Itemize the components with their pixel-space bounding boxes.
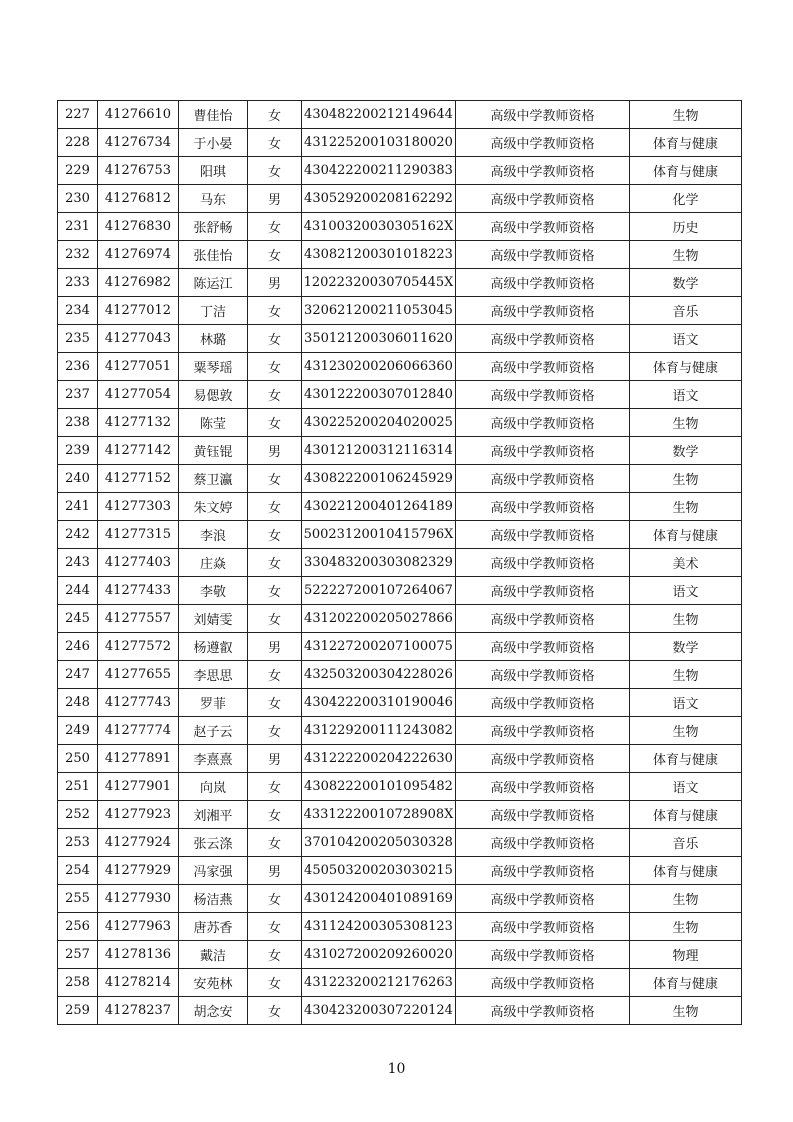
- table-row: [58, 661, 742, 689]
- candidate-name: 丁洁: [179, 297, 248, 325]
- candidate-name: 阳琪: [179, 157, 248, 185]
- teaching-subject: 体育与健康: [630, 157, 742, 185]
- teaching-subject: 生物: [630, 913, 742, 941]
- row-number: 231: [58, 213, 98, 241]
- candidate-id: 41277743: [98, 689, 179, 717]
- certificate-type: 高级中学教师资格: [456, 605, 630, 633]
- table-row: [58, 269, 742, 297]
- candidate-name: 赵子云: [179, 717, 248, 745]
- table-row: [58, 745, 742, 773]
- row-number: 228: [58, 129, 98, 157]
- candidate-gender: 女: [248, 941, 302, 969]
- table-row: [58, 409, 742, 437]
- certificate-type: 高级中学教师资格: [456, 773, 630, 801]
- candidate-id: 41277557: [98, 605, 179, 633]
- id-card-number: 430821200301018223: [302, 241, 456, 269]
- teaching-subject: 生物: [630, 885, 742, 913]
- candidate-id: 41276812: [98, 185, 179, 213]
- certificate-type: 高级中学教师资格: [456, 885, 630, 913]
- table-row: [58, 941, 742, 969]
- teaching-subject: 语文: [630, 773, 742, 801]
- teaching-subject: 音乐: [630, 829, 742, 857]
- candidate-name: 林璐: [179, 325, 248, 353]
- row-number: 247: [58, 661, 98, 689]
- row-number: 241: [58, 493, 98, 521]
- row-number: 239: [58, 437, 98, 465]
- candidate-name: 冯家强: [179, 857, 248, 885]
- candidate-name: 于小晏: [179, 129, 248, 157]
- row-number: 251: [58, 773, 98, 801]
- table-row: [58, 521, 742, 549]
- table-row: [58, 241, 742, 269]
- row-number: 229: [58, 157, 98, 185]
- table-row: [58, 605, 742, 633]
- teaching-subject: 生物: [630, 661, 742, 689]
- certificate-type: 高级中学教师资格: [456, 269, 630, 297]
- roster-table: [57, 100, 742, 1025]
- id-card-number: 431225200103180020: [302, 129, 456, 157]
- certificate-type: 高级中学教师资格: [456, 801, 630, 829]
- candidate-id: 41277043: [98, 325, 179, 353]
- candidate-name: 马东: [179, 185, 248, 213]
- certificate-type: 高级中学教师资格: [456, 941, 630, 969]
- candidate-gender: 女: [248, 717, 302, 745]
- candidate-id: 41277142: [98, 437, 179, 465]
- candidate-gender: 女: [248, 157, 302, 185]
- candidate-id: 41277901: [98, 773, 179, 801]
- candidate-name: 唐苏香: [179, 913, 248, 941]
- row-number: 250: [58, 745, 98, 773]
- candidate-gender: 女: [248, 381, 302, 409]
- certificate-type: 高级中学教师资格: [456, 997, 630, 1025]
- id-card-number: 430124200401089169: [302, 885, 456, 913]
- candidate-gender: 女: [248, 241, 302, 269]
- certificate-type: 高级中学教师资格: [456, 409, 630, 437]
- certificate-type: 高级中学教师资格: [456, 437, 630, 465]
- candidate-id: 41277572: [98, 633, 179, 661]
- id-card-number: 431227200207100075: [302, 633, 456, 661]
- certificate-type: 高级中学教师资格: [456, 857, 630, 885]
- teaching-subject: 化学: [630, 185, 742, 213]
- candidate-gender: 女: [248, 605, 302, 633]
- table-row: [58, 633, 742, 661]
- id-card-number: 430422200211290383: [302, 157, 456, 185]
- candidate-name: 戴洁: [179, 941, 248, 969]
- teaching-subject: 体育与健康: [630, 521, 742, 549]
- candidate-id: 41277891: [98, 745, 179, 773]
- candidate-name: 杨遵叡: [179, 633, 248, 661]
- table-row: [58, 353, 742, 381]
- id-card-number: 50023120010415796X: [302, 521, 456, 549]
- teaching-subject: 美术: [630, 549, 742, 577]
- candidate-gender: 男: [248, 633, 302, 661]
- candidate-gender: 女: [248, 353, 302, 381]
- id-card-number: 431222200204222630: [302, 745, 456, 773]
- teaching-subject: 体育与健康: [630, 857, 742, 885]
- teaching-subject: 语文: [630, 325, 742, 353]
- table-row: [58, 885, 742, 913]
- candidate-id: 41277132: [98, 409, 179, 437]
- id-card-number: 432503200304228026: [302, 661, 456, 689]
- row-number: 236: [58, 353, 98, 381]
- row-number: 245: [58, 605, 98, 633]
- teaching-subject: 体育与健康: [630, 801, 742, 829]
- teaching-subject: 语文: [630, 381, 742, 409]
- certificate-type: 高级中学教师资格: [456, 101, 630, 129]
- certificate-type: 高级中学教师资格: [456, 633, 630, 661]
- id-card-number: 522227200107264067: [302, 577, 456, 605]
- candidate-id: 41277963: [98, 913, 179, 941]
- candidate-name: 陈运江: [179, 269, 248, 297]
- teaching-subject: 体育与健康: [630, 129, 742, 157]
- id-card-number: 431229200111243082: [302, 717, 456, 745]
- teaching-subject: 历史: [630, 213, 742, 241]
- row-number: 234: [58, 297, 98, 325]
- row-number: 244: [58, 577, 98, 605]
- candidate-name: 刘湘平: [179, 801, 248, 829]
- candidate-id: 41277929: [98, 857, 179, 885]
- id-card-number: 430121200312116314: [302, 437, 456, 465]
- candidate-gender: 女: [248, 577, 302, 605]
- candidate-gender: 女: [248, 129, 302, 157]
- table-row: [58, 829, 742, 857]
- teaching-subject: 语文: [630, 577, 742, 605]
- certificate-type: 高级中学教师资格: [456, 969, 630, 997]
- teaching-subject: 生物: [630, 605, 742, 633]
- certificate-type: 高级中学教师资格: [456, 157, 630, 185]
- id-card-number: 431223200212176263: [302, 969, 456, 997]
- candidate-id: 41276974: [98, 241, 179, 269]
- table-row: [58, 969, 742, 997]
- table-row: [58, 185, 742, 213]
- candidate-name: 陈莹: [179, 409, 248, 437]
- teaching-subject: 生物: [630, 493, 742, 521]
- row-number: 253: [58, 829, 98, 857]
- candidate-id: 41277774: [98, 717, 179, 745]
- row-number: 257: [58, 941, 98, 969]
- row-number: 238: [58, 409, 98, 437]
- candidate-gender: 男: [248, 857, 302, 885]
- id-card-number: 350121200306011620: [302, 325, 456, 353]
- candidate-gender: 女: [248, 997, 302, 1025]
- teaching-subject: 音乐: [630, 297, 742, 325]
- candidate-gender: 女: [248, 325, 302, 353]
- teaching-subject: 体育与健康: [630, 353, 742, 381]
- candidate-id: 41277930: [98, 885, 179, 913]
- id-card-number: 330483200303082329: [302, 549, 456, 577]
- id-card-number: 450503200203030215: [302, 857, 456, 885]
- candidate-id: 41276982: [98, 269, 179, 297]
- candidate-name: 粟琴瑶: [179, 353, 248, 381]
- candidate-id: 41276734: [98, 129, 179, 157]
- table-row: [58, 773, 742, 801]
- candidate-name: 张佳怡: [179, 241, 248, 269]
- candidate-gender: 男: [248, 745, 302, 773]
- row-number: 233: [58, 269, 98, 297]
- candidate-name: 张舒畅: [179, 213, 248, 241]
- row-number: 258: [58, 969, 98, 997]
- candidate-gender: 男: [248, 269, 302, 297]
- teaching-subject: 生物: [630, 997, 742, 1025]
- certificate-type: 高级中学教师资格: [456, 465, 630, 493]
- certificate-type: 高级中学教师资格: [456, 213, 630, 241]
- id-card-number: 430225200204020025: [302, 409, 456, 437]
- roster-table-body: [58, 101, 742, 1025]
- row-number: 254: [58, 857, 98, 885]
- id-card-number: 43312220010728908X: [302, 801, 456, 829]
- certificate-type: 高级中学教师资格: [456, 129, 630, 157]
- page-number: 10: [387, 1061, 406, 1077]
- candidate-name: 刘婧雯: [179, 605, 248, 633]
- candidate-name: 朱文婷: [179, 493, 248, 521]
- candidate-id: 41277924: [98, 829, 179, 857]
- candidate-id: 41277152: [98, 465, 179, 493]
- candidate-gender: 女: [248, 661, 302, 689]
- candidate-id: 41278237: [98, 997, 179, 1025]
- candidate-name: 李敬: [179, 577, 248, 605]
- id-card-number: 370104200205030328: [302, 829, 456, 857]
- candidate-gender: 女: [248, 969, 302, 997]
- candidate-gender: 女: [248, 213, 302, 241]
- candidate-id: 41277433: [98, 577, 179, 605]
- id-card-number: 12022320030705445X: [302, 269, 456, 297]
- id-card-number: 320621200211053045: [302, 297, 456, 325]
- id-card-number: 430529200208162292: [302, 185, 456, 213]
- teaching-subject: 生物: [630, 101, 742, 129]
- candidate-id: 41278136: [98, 941, 179, 969]
- candidate-id: 41277303: [98, 493, 179, 521]
- row-number: 249: [58, 717, 98, 745]
- candidate-id: 41278214: [98, 969, 179, 997]
- row-number: 235: [58, 325, 98, 353]
- certificate-type: 高级中学教师资格: [456, 689, 630, 717]
- table-row: [58, 857, 742, 885]
- table-row: [58, 129, 742, 157]
- id-card-number: 431124200305308123: [302, 913, 456, 941]
- teaching-subject: 数学: [630, 269, 742, 297]
- table-row: [58, 913, 742, 941]
- table-row: [58, 381, 742, 409]
- table-row: [58, 717, 742, 745]
- certificate-type: 高级中学教师资格: [456, 745, 630, 773]
- candidate-gender: 女: [248, 493, 302, 521]
- table-row: [58, 549, 742, 577]
- row-number: 242: [58, 521, 98, 549]
- teaching-subject: 数学: [630, 437, 742, 465]
- row-number: 240: [58, 465, 98, 493]
- table-row: [58, 801, 742, 829]
- row-number: 227: [58, 101, 98, 129]
- candidate-id: 41276610: [98, 101, 179, 129]
- candidate-gender: 女: [248, 465, 302, 493]
- teaching-subject: 体育与健康: [630, 969, 742, 997]
- teaching-subject: 数学: [630, 633, 742, 661]
- certificate-type: 高级中学教师资格: [456, 913, 630, 941]
- table-row: [58, 689, 742, 717]
- certificate-type: 高级中学教师资格: [456, 353, 630, 381]
- candidate-name: 胡念安: [179, 997, 248, 1025]
- teaching-subject: 生物: [630, 717, 742, 745]
- table-row: [58, 437, 742, 465]
- candidate-name: 李熹熹: [179, 745, 248, 773]
- teaching-subject: 物理: [630, 941, 742, 969]
- id-card-number: 430482200212149644: [302, 101, 456, 129]
- candidate-gender: 女: [248, 409, 302, 437]
- candidate-gender: 女: [248, 829, 302, 857]
- row-number: 248: [58, 689, 98, 717]
- teaching-subject: 生物: [630, 409, 742, 437]
- row-number: 232: [58, 241, 98, 269]
- candidate-id: 41277051: [98, 353, 179, 381]
- candidate-name: 安苑林: [179, 969, 248, 997]
- candidate-gender: 女: [248, 773, 302, 801]
- id-card-number: 430221200401264189: [302, 493, 456, 521]
- table-row: [58, 157, 742, 185]
- id-card-number: 431230200206066360: [302, 353, 456, 381]
- candidate-name: 张云涤: [179, 829, 248, 857]
- candidate-gender: 女: [248, 101, 302, 129]
- row-number: 237: [58, 381, 98, 409]
- candidate-gender: 女: [248, 801, 302, 829]
- certificate-type: 高级中学教师资格: [456, 577, 630, 605]
- id-card-number: 430822200106245929: [302, 465, 456, 493]
- table-row: [58, 493, 742, 521]
- table-row: [58, 325, 742, 353]
- candidate-id: 41277054: [98, 381, 179, 409]
- certificate-type: 高级中学教师资格: [456, 185, 630, 213]
- table-row: [58, 997, 742, 1025]
- certificate-type: 高级中学教师资格: [456, 297, 630, 325]
- teaching-subject: 生物: [630, 465, 742, 493]
- row-number: 255: [58, 885, 98, 913]
- candidate-name: 向岚: [179, 773, 248, 801]
- candidate-name: 黄钰锟: [179, 437, 248, 465]
- candidate-name: 李浪: [179, 521, 248, 549]
- certificate-type: 高级中学教师资格: [456, 549, 630, 577]
- candidate-gender: 男: [248, 185, 302, 213]
- row-number: 246: [58, 633, 98, 661]
- candidate-id: 41277315: [98, 521, 179, 549]
- row-number: 256: [58, 913, 98, 941]
- table-row: [58, 297, 742, 325]
- id-card-number: 431027200209260020: [302, 941, 456, 969]
- candidate-name: 曹佳怡: [179, 101, 248, 129]
- certificate-type: 高级中学教师资格: [456, 717, 630, 745]
- certificate-type: 高级中学教师资格: [456, 381, 630, 409]
- table-row: [58, 101, 742, 129]
- row-number: 243: [58, 549, 98, 577]
- id-card-number: 430122200307012840: [302, 381, 456, 409]
- candidate-name: 李思思: [179, 661, 248, 689]
- candidate-id: 41277655: [98, 661, 179, 689]
- id-card-number: 430423200307220124: [302, 997, 456, 1025]
- candidate-id: 41277923: [98, 801, 179, 829]
- candidate-name: 罗菲: [179, 689, 248, 717]
- certificate-type: 高级中学教师资格: [456, 325, 630, 353]
- teaching-subject: 体育与健康: [630, 745, 742, 773]
- teaching-subject: 生物: [630, 241, 742, 269]
- candidate-gender: 女: [248, 521, 302, 549]
- candidate-name: 杨洁燕: [179, 885, 248, 913]
- certificate-type: 高级中学教师资格: [456, 521, 630, 549]
- certificate-type: 高级中学教师资格: [456, 493, 630, 521]
- table-row: [58, 577, 742, 605]
- table-row: [58, 213, 742, 241]
- candidate-gender: 女: [248, 297, 302, 325]
- teaching-subject: 语文: [630, 689, 742, 717]
- candidate-id: 41276830: [98, 213, 179, 241]
- candidate-name: 庄焱: [179, 549, 248, 577]
- id-card-number: 431202200205027866: [302, 605, 456, 633]
- candidate-id: 41277403: [98, 549, 179, 577]
- candidate-name: 蔡卫瀛: [179, 465, 248, 493]
- candidate-id: 41276753: [98, 157, 179, 185]
- candidate-gender: 女: [248, 913, 302, 941]
- candidate-gender: 女: [248, 549, 302, 577]
- row-number: 230: [58, 185, 98, 213]
- id-card-number: 43100320030305162X: [302, 213, 456, 241]
- table-row: [58, 465, 742, 493]
- certificate-type: 高级中学教师资格: [456, 241, 630, 269]
- row-number: 252: [58, 801, 98, 829]
- id-card-number: 430822200101095482: [302, 773, 456, 801]
- row-number: 259: [58, 997, 98, 1025]
- candidate-gender: 女: [248, 689, 302, 717]
- certificate-type: 高级中学教师资格: [456, 829, 630, 857]
- candidate-id: 41277012: [98, 297, 179, 325]
- id-card-number: 430422200310190046: [302, 689, 456, 717]
- candidate-name: 易偲敦: [179, 381, 248, 409]
- candidate-gender: 女: [248, 885, 302, 913]
- candidate-gender: 男: [248, 437, 302, 465]
- certificate-type: 高级中学教师资格: [456, 661, 630, 689]
